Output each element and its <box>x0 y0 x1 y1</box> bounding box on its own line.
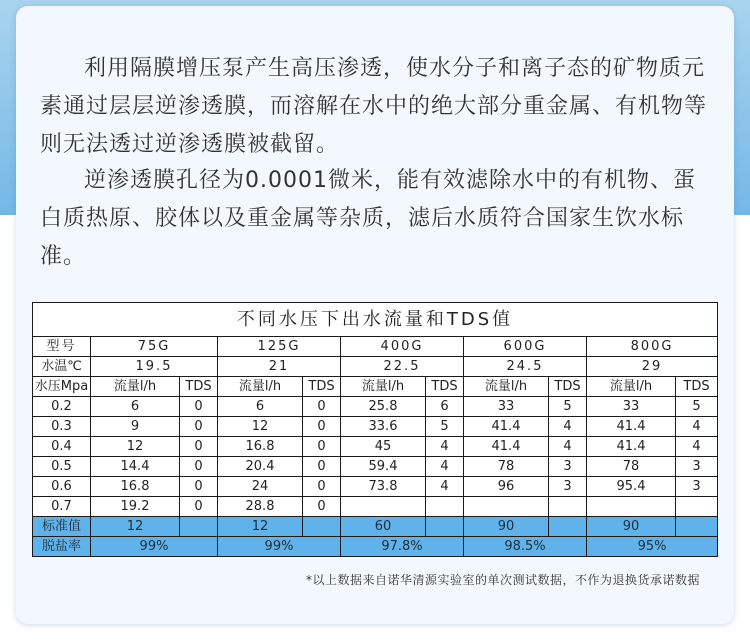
water-temp: 29 <box>587 357 718 377</box>
tds-value: 4 <box>426 437 464 457</box>
tds-value: 0 <box>303 477 341 497</box>
standard-blank <box>426 517 464 537</box>
tds-value: 0 <box>180 397 218 417</box>
rejection-label: 脱盐率 <box>33 537 91 557</box>
water-temp: 24.5 <box>464 357 587 377</box>
flow-value: 41.4 <box>464 417 549 437</box>
pressure-value: 0.2 <box>33 397 91 417</box>
tds-header: TDS <box>549 377 587 397</box>
table-row <box>33 397 718 417</box>
flow-header: 流量l/h <box>218 377 303 397</box>
flow-header: 流量l/h <box>464 377 549 397</box>
pressure-value: 0.6 <box>33 477 91 497</box>
tds-value <box>426 497 464 517</box>
flow-value: 78 <box>587 457 676 477</box>
tds-value: 0 <box>180 457 218 477</box>
model-label: 型号 <box>33 337 91 357</box>
table-row <box>33 417 718 437</box>
model-name: 400G <box>341 337 464 357</box>
flow-value <box>341 497 426 517</box>
flow-value: 33.6 <box>341 417 426 437</box>
water-temp: 19.5 <box>91 357 218 377</box>
standard-blank <box>180 517 218 537</box>
tds-value: 3 <box>676 477 718 497</box>
flow-value: 6 <box>91 397 180 417</box>
tds-value: 4 <box>676 437 718 457</box>
flow-value: 41.4 <box>587 417 676 437</box>
pressure-label: 水压Mpa <box>33 377 91 397</box>
standard-blank <box>676 517 718 537</box>
standard-value: 60 <box>341 517 426 537</box>
tds-header: TDS <box>303 377 341 397</box>
flow-value <box>464 497 549 517</box>
tds-value: 3 <box>549 477 587 497</box>
flow-value: 28.8 <box>218 497 303 517</box>
footnote: *以上数据来自诺华清源实验室的单次测试数据，不作为退换货承诺数据 <box>305 573 700 587</box>
pressure-value: 0.4 <box>33 437 91 457</box>
flow-value: 24 <box>218 477 303 497</box>
tds-value: 0 <box>303 417 341 437</box>
flow-value: 73.8 <box>341 477 426 497</box>
standard-blank <box>303 517 341 537</box>
tds-value: 6 <box>426 397 464 417</box>
tds-header: TDS <box>676 377 718 397</box>
intro-paragraph-1: 利用隔膜增压泵产生高压渗透，使水分子和离子态的矿物质元素通过层层逆渗透膜，而溶解在水中的绝大部分重金属、有机物等则无法透过逆渗透膜被截留。 <box>40 56 708 157</box>
flow-value: 16.8 <box>91 477 180 497</box>
standard-value: 12 <box>218 517 303 537</box>
tds-value <box>549 497 587 517</box>
table-row <box>33 457 718 477</box>
table-row <box>33 437 718 457</box>
tds-header: TDS <box>180 377 218 397</box>
tds-value: 0 <box>303 457 341 477</box>
tds-value: 4 <box>549 417 587 437</box>
tds-value: 0 <box>180 497 218 517</box>
table-row <box>33 497 718 517</box>
pressure-value: 0.7 <box>33 497 91 517</box>
table-row <box>33 517 718 537</box>
tds-value: 4 <box>426 457 464 477</box>
temp-label: 水温℃ <box>33 357 91 377</box>
flow-header: 流量l/h <box>341 377 426 397</box>
flow-value: 41.4 <box>587 437 676 457</box>
table-row <box>33 537 718 557</box>
tds-value: 0 <box>180 437 218 457</box>
tds-header: TDS <box>426 377 464 397</box>
flow-value: 16.8 <box>218 437 303 457</box>
model-name: 600G <box>464 337 587 357</box>
flow-header: 流量l/h <box>91 377 180 397</box>
tds-value: 5 <box>549 397 587 417</box>
tds-value: 5 <box>676 397 718 417</box>
rejection-value: 99% <box>91 537 218 557</box>
flow-header: 流量l/h <box>587 377 676 397</box>
table-title: 不同水压下出水流量和TDS值 <box>33 303 718 337</box>
flow-value: 96 <box>464 477 549 497</box>
flow-value: 6 <box>218 397 303 417</box>
tds-value: 0 <box>303 497 341 517</box>
tds-value: 4 <box>549 437 587 457</box>
standard-blank <box>549 517 587 537</box>
flow-value: 25.8 <box>341 397 426 417</box>
tds-value: 3 <box>549 457 587 477</box>
flow-value: 14.4 <box>91 457 180 477</box>
flow-value: 78 <box>464 457 549 477</box>
rejection-value: 98.5% <box>464 537 587 557</box>
tds-value: 4 <box>676 417 718 437</box>
rejection-value: 97.8% <box>341 537 464 557</box>
flow-value: 12 <box>218 417 303 437</box>
flow-value: 45 <box>341 437 426 457</box>
content-card <box>16 6 734 624</box>
rejection-value: 95% <box>587 537 718 557</box>
standard-value: 12 <box>91 517 180 537</box>
tds-value: 0 <box>303 437 341 457</box>
flow-value: 33 <box>587 397 676 417</box>
flow-tds-table <box>32 302 718 557</box>
flow-value: 9 <box>91 417 180 437</box>
flow-value <box>587 497 676 517</box>
flow-value: 95.4 <box>587 477 676 497</box>
flow-value: 59.4 <box>341 457 426 477</box>
tds-value: 0 <box>180 477 218 497</box>
model-name: 800G <box>587 337 718 357</box>
water-temp: 22.5 <box>341 357 464 377</box>
standard-value: 90 <box>464 517 549 537</box>
flow-value: 33 <box>464 397 549 417</box>
rejection-value: 99% <box>218 537 341 557</box>
tds-value: 3 <box>676 457 718 477</box>
table-row <box>33 477 718 497</box>
flow-value: 20.4 <box>218 457 303 477</box>
flow-value: 19.2 <box>91 497 180 517</box>
tds-value: 4 <box>426 477 464 497</box>
pressure-value: 0.5 <box>33 457 91 477</box>
tds-value: 0 <box>303 397 341 417</box>
table-row <box>33 357 718 377</box>
pressure-value: 0.3 <box>33 417 91 437</box>
standard-label: 标准值 <box>33 517 91 537</box>
tds-value <box>676 497 718 517</box>
table-row <box>33 337 718 357</box>
flow-value: 12 <box>91 437 180 457</box>
model-name: 125G <box>218 337 341 357</box>
standard-value: 90 <box>587 517 676 537</box>
tds-value: 5 <box>426 417 464 437</box>
table-row <box>33 377 718 397</box>
tds-value: 0 <box>180 417 218 437</box>
flow-value: 41.4 <box>464 437 549 457</box>
intro-paragraph-2: 逆渗透膜孔径为0.0001微米，能有效滤除水中的有机物、蛋白质热原、胶体以及重金属等杂质，滤后水质符合国家生饮水标准。 <box>40 168 696 269</box>
model-name: 75G <box>91 337 218 357</box>
water-temp: 21 <box>218 357 341 377</box>
